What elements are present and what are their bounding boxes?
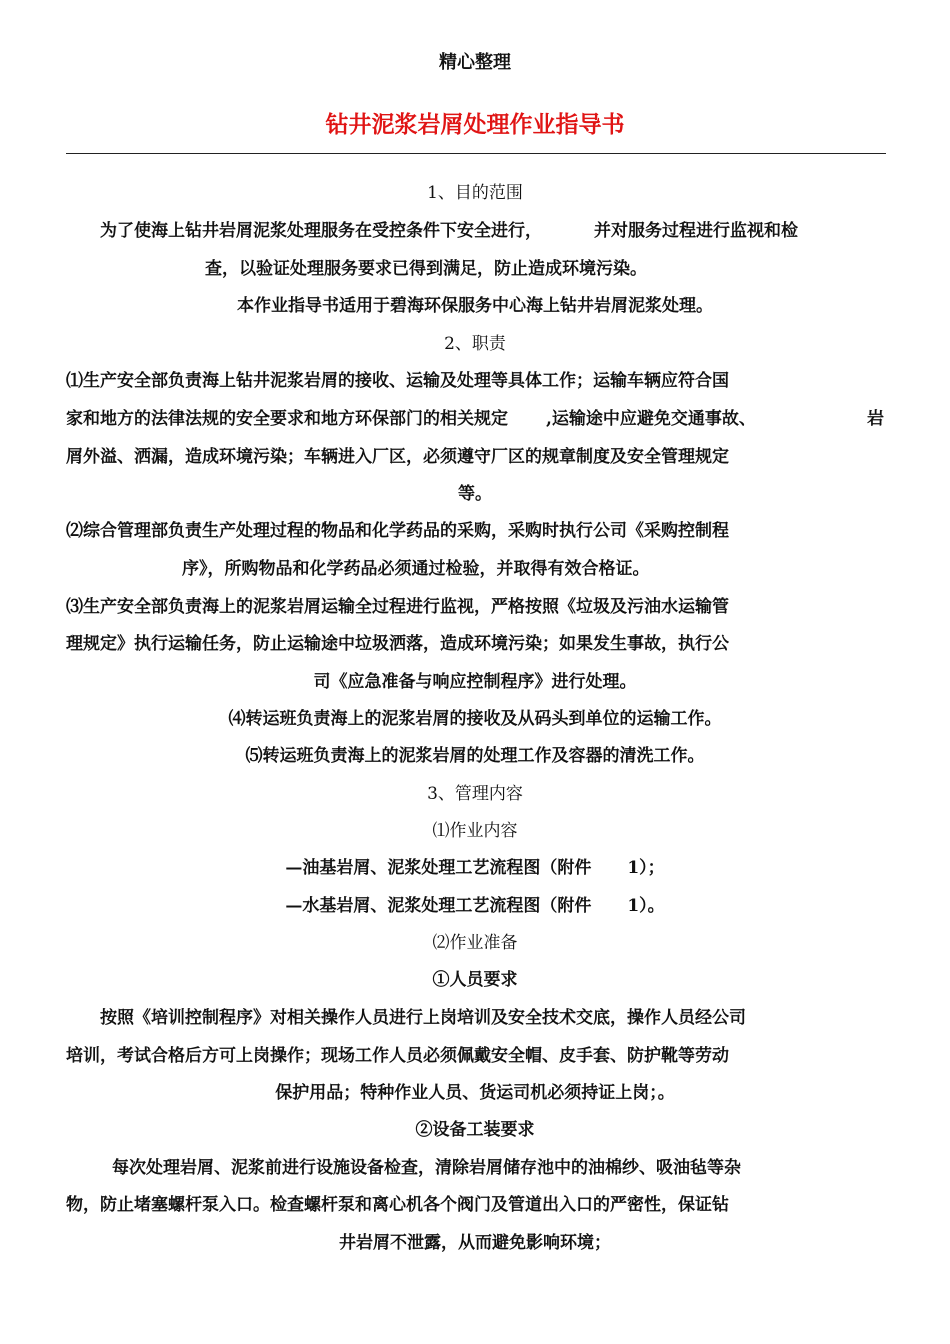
equipment-requirements-line: 每次处理岩屑、泥浆前进行设施设备检查，清除岩屑储存池中的油棉纱、吸油毡等杂 xyxy=(112,1158,741,1178)
personnel-requirements-line: 按照《培训控制程序》对相关操作人员进行上岗培训及安全技术交底，操作人员经公司 xyxy=(100,1008,746,1028)
scope-paragraph-line: 为了使海上钻井岩屑泥浆处理服务在受控条件下安全进行， 并对服务过程进行监视和检 xyxy=(100,221,798,241)
responsibility-item-3-line: 理规定》执行运输任务，防止运输途中垃圾洒落，造成环境污染；如果发生事故，执行公 xyxy=(66,634,729,654)
scope-paragraph-line: 查，以验证处理服务要求已得到满足，防止造成环境污染。 xyxy=(205,259,647,279)
subsection-work-preparation: ⑵作业准备 xyxy=(432,933,518,953)
subsection-work-content: ⑴作业内容 xyxy=(432,821,518,841)
flowchart-reference-water: —水基岩屑、泥浆处理工艺流程图（附件 1）。 xyxy=(285,896,665,916)
section-heading-responsibilities: 2、职责 xyxy=(444,334,506,354)
responsibility-item-4: ⑷转运班负责海上的泥浆岩屑的接收及从码头到单位的运输工作。 xyxy=(228,709,722,729)
scope-applicability: 本作业指导书适用于碧海环保服务中心海上钻井岩屑泥浆处理。 xyxy=(237,296,713,316)
personnel-requirements-line: 培训，考试合格后方可上岗操作；现场工作人员必须佩戴安全帽、皮手套、防护靴等劳动 xyxy=(66,1046,729,1066)
responsibility-item-1-line: 屑外溢、洒漏，造成环境污染；车辆进入厂区，必须遵守厂区的规章制度及安全管理规定 xyxy=(66,447,729,467)
equipment-requirements-line: 井岩屑不泄露，从而避免影响环境； xyxy=(339,1233,611,1253)
flowchart-reference-oil: —油基岩屑、泥浆处理工艺流程图（附件 1）； xyxy=(285,858,665,878)
document-title: 钻井泥浆岩屑处理作业指导书 xyxy=(325,111,625,138)
responsibility-item-1-line: 家和地方的法律法规的安全要求和地方环保部门的相关规定 ,运输途中应避免交通事故、 岩 xyxy=(66,409,884,429)
page-header-label: 精心整理 xyxy=(439,52,511,73)
equipment-requirements-line: 物，防止堵塞螺杆泵入口。检查螺杆泵和离心机各个阀门及管道出入口的严密性，保证钻 xyxy=(66,1195,729,1215)
equipment-requirements-heading: ②设备工装要求 xyxy=(415,1120,535,1140)
responsibility-item-3-line: 司《应急准备与响应控制程序》进行处理。 xyxy=(313,672,637,692)
personnel-requirements-line: 保护用品；特种作业人员、货运司机必须持证上岗；。 xyxy=(275,1083,675,1103)
responsibility-item-5: ⑸转运班负责海上的泥浆岩屑的处理工作及容器的清洗工作。 xyxy=(245,746,705,766)
responsibility-item-3: ⑶生产安全部负责海上的泥浆岩屑运输全过程进行监视，严格按照《垃圾及污油水运输管 xyxy=(66,597,729,617)
responsibility-item-2-line: 序》，所购物品和化学药品必须通过检验，并取得有效合格证。 xyxy=(182,559,650,579)
responsibility-item-1-line: 等。 xyxy=(458,484,492,504)
personnel-requirements-heading: ①人员要求 xyxy=(432,970,518,990)
section-heading-scope: 1、目的范围 xyxy=(427,183,523,203)
title-divider xyxy=(66,153,886,154)
section-heading-management: 3、管理内容 xyxy=(427,784,523,804)
responsibility-item-1: ⑴生产安全部负责海上钻井泥浆岩屑的接收、运输及处理等具体工作；运输车辆应符合国 xyxy=(66,371,729,391)
responsibility-item-2: ⑵综合管理部负责生产处理过程的物品和化学药品的采购，采购时执行公司《采购控制程 xyxy=(66,521,729,541)
